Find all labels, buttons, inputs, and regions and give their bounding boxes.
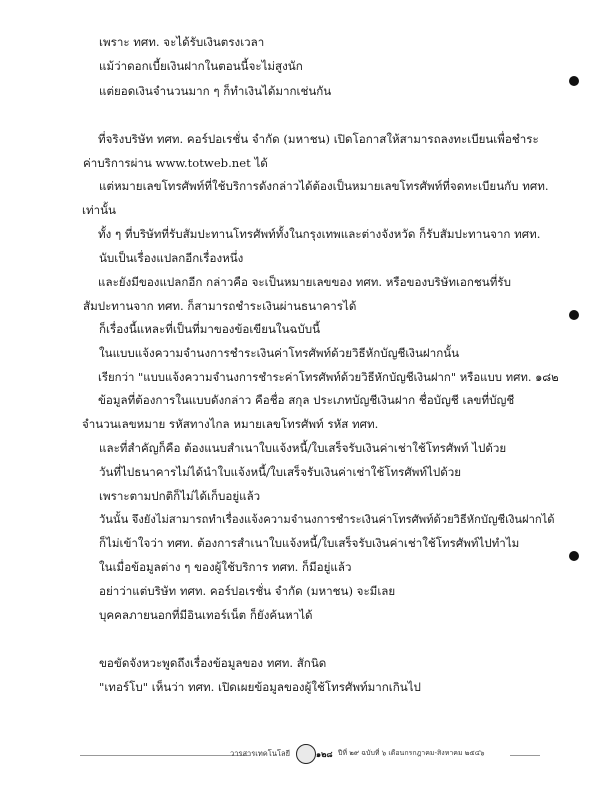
body-line: เพราะตามปกติก็ไม่ได้เก็บอยู่แล้ว xyxy=(99,489,261,503)
punch-hole-bottom xyxy=(569,551,579,561)
body-line: แต่ยอดเงินจำนวนมาก ๆ ก็ทำเงินได้มากเช่นกัน xyxy=(99,84,332,98)
body-line: ก็เรื่องนี้แหละที่เป็นที่มาของข้อเขียนในฉบับนี้ xyxy=(99,322,321,336)
footer-issue-info: ปีที่ ๒๙ ฉบับที่ ๖ เดือนกรกฎาคม-สิงหาคม ๒๕๔๖ xyxy=(338,749,485,757)
footer-rule-left xyxy=(80,755,250,756)
page-footer xyxy=(80,744,540,766)
body-line: และที่สำคัญก็คือ ต้องแนบสำเนาใบแจ้งหนี้/ใบเสร็จรับเงินค่าเช่าใช้โทรศัพท์ ไปด้วย xyxy=(99,441,507,455)
punch-hole-top xyxy=(569,76,579,86)
body-line: สัมปะทานจาก ทศท. ก็สามารถชำระเงินผ่านธนาคารได้ xyxy=(83,299,357,313)
journal-logo-icon xyxy=(296,744,316,764)
body-line: ขอขัดจังหวะพูดถึงเรื่องข้อมูลของ ทศท. สักนิด xyxy=(99,656,327,670)
footer-journal-name: วารสารเทคโนโลยี xyxy=(230,749,290,758)
body-line: ในแบบแจ้งความจำนงการชำระเงินค่าโทรศัพท์ด้วยวิธีหักบัญชีเงินฝากนั้น xyxy=(99,346,460,360)
body-line: บุคคลภายนอกที่มีอินเทอร์เน็ต ก็ยังค้นหาได้ xyxy=(99,608,313,622)
body-line: ค่าบริการผ่าน www.totweb.net ได้ xyxy=(83,156,268,170)
body-line: จำนวนเลขหมาย รหัสทางไกล หมายเลขโทรศัพท์ รหัส ทศท. xyxy=(82,417,379,431)
punch-hole-middle xyxy=(569,310,579,320)
page-number: ๑๒๘ xyxy=(316,750,333,759)
body-line: นับเป็นเรื่องแปลกอีกเรื่องหนึ่ง xyxy=(99,251,244,265)
body-line: วันนั้น จึงยังไม่สามารถทำเรื่องแจ้งความจำนงการชำระเงินค่าโทรศัพท์ด้วยวิธีหักบัญชีเงินฝากได้ xyxy=(99,513,555,526)
body-line: เรียกว่า "แบบแจ้งความจำนงการชำระค่าโทรศัพท์ด้วยวิธีหักบัญชีเงินฝาก" หรือแบบ ทศท. ๑๘๒ xyxy=(98,370,559,384)
body-line: แม้ว่าดอกเบี้ยเงินฝากในตอนนี้จะไม่สูงนัก xyxy=(99,59,303,73)
body-line: เท่านั้น xyxy=(82,203,116,217)
body-line: แต่หมายเลขโทรศัพท์ที่ใช้บริการดังกล่าวได้ต้องเป็นหมายเลขโทรศัพท์ที่จดทะเบียนกับ ทศท. xyxy=(99,179,549,193)
body-line: เพราะ ทศท. จะได้รับเงินตรงเวลา xyxy=(99,35,265,49)
body-line: ทั้ง ๆ ที่บริษัทที่รับสัมปะทานโทรศัพท์ทั้งในกรุงเทพและต่างจังหวัด ก็รับสัมปะทานจาก ทศท. xyxy=(98,227,541,241)
body-line: อย่าว่าแต่บริษัท ทศท. คอร์ปอเรชั่น จำกัด (มหาชน) จะมีเลย xyxy=(99,584,396,598)
body-line: ก็ไม่เข้าใจว่า ทศท. ต้องการสำเนาใบแจ้งหนี้/ใบเสร็จรับเงินค่าเช่าใช้โทรศัพท์ไปทำไม xyxy=(99,536,520,550)
footer-rule-right xyxy=(510,755,540,756)
body-line: ข้อมูลที่ต้องการในแบบดังกล่าว คือชื่อ สกุล ประเภทบัญชีเงินฝาก ชื่อบัญชี เลขที่บัญชี xyxy=(98,393,515,407)
body-line: ในเมื่อข้อมูลต่าง ๆ ของผู้ใช้บริการ ทศท. ก็มีอยู่แล้ว xyxy=(99,560,352,574)
body-line: "เทอร์โบ" เห็นว่า ทศท. เปิดเผยข้อมูลของผู้ใช้โทรศัพท์มากเกินไป xyxy=(99,680,421,694)
body-line: และยังมีของแปลกอีก กล่าวคือ จะเป็นหมายเลขของ ทศท. หรือของบริษัทเอกชนที่รับ xyxy=(98,275,511,289)
body-line: วันที่ไปธนาคารไม่ได้นำใบแจ้งหนี้/ใบเสร็จรับเงินค่าเช่าใช้โทรศัพท์ไปด้วย xyxy=(99,465,462,479)
body-line: ที่จริงบริษัท ทศท. คอร์ปอเรชั่น จำกัด (มหาชน) เปิดโอกาสให้สามารถลงทะเบียนเพื่อชำระ xyxy=(98,132,539,146)
